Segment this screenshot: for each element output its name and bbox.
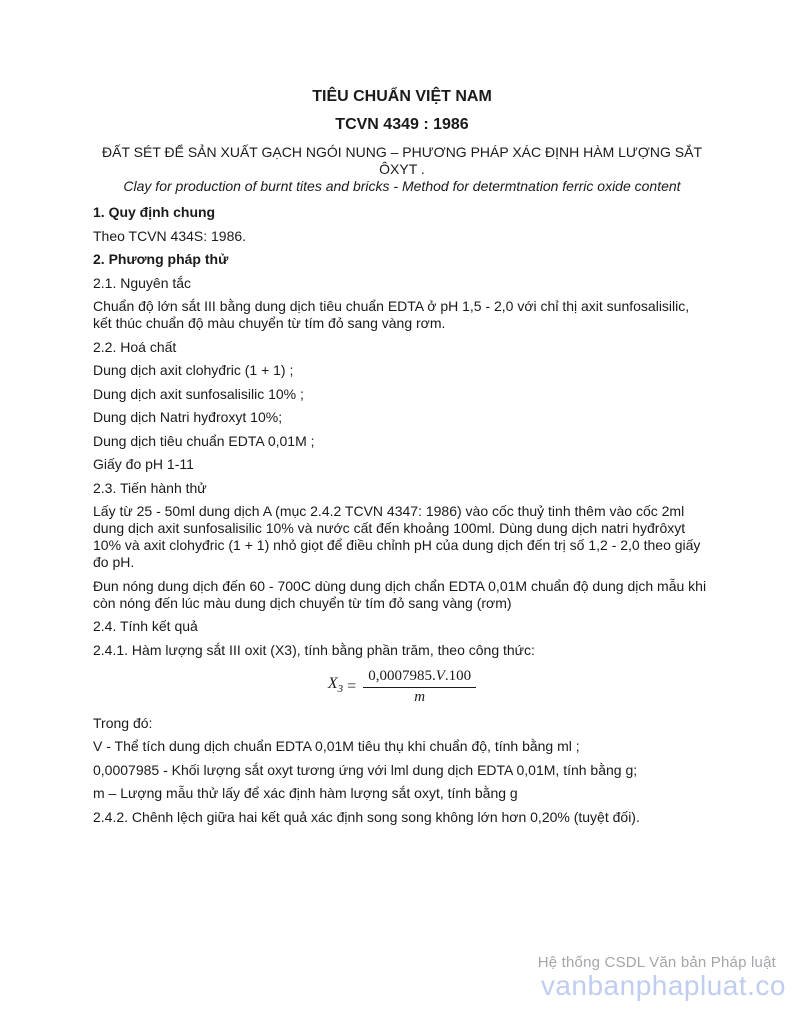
formula-equals-sign: = bbox=[347, 678, 357, 695]
formula-x3 bbox=[93, 668, 711, 706]
section-2-4-2-body: 2.4.2. Chênh lệch giữa hai kết quả xác định song song không lớn hơn 0,20% (tuyệt đối). bbox=[93, 808, 640, 825]
section-2-1-body: Chuẩn độ lớn sắt III bằng dung dịch tiêu chuẩn EDTA ở pH 1,5 - 2,0 với chỉ thị axit sunfosalisilic, kết thúc chuẩn độ màu chuyển từ tím đỏ sang vàng rơm. bbox=[93, 298, 690, 331]
section-2-3-heading: 2.3. Tiến hành thử bbox=[93, 479, 207, 496]
document-content bbox=[93, 87, 711, 832]
chemical-item: Dung dịch Natri hyđroxyt 10%; bbox=[93, 409, 283, 425]
section-2-3-paragraph-2: Đun nóng dung dịch đến 60 - 700C dùng dung dịch chẩn EDTA 0,01M chuẩn độ dung dịch mẫu khi còn nóng đến lúc màu dung dịch chuyển từ tím đỏ sang vàng (rơm) bbox=[93, 577, 707, 611]
chemical-item: Dung dịch axit clohyđric (1 + 1) ; bbox=[93, 362, 294, 378]
watermark-site-name: vanbanphapluat.co bbox=[540, 970, 786, 1002]
section-1-body: Theo TCVN 434S: 1986. bbox=[93, 227, 247, 244]
formula-lhs: $X_3$ bbox=[327, 674, 344, 696]
section-2-4-heading: 2.4. Tính kết quả bbox=[93, 618, 198, 634]
section-2-3-paragraph-1: Lấy từ 25 - 50ml dung dịch A (mục 2.4.2 TCVN 4347: 1986) vào cốc thuỷ tinh thêm vào cốc 2ml dung dịch axit sunfosalisilic 10% và nước cất đến khoảng 100ml. Dùng dung dịch natri hyđrôxyt 10% và axit clohyđric (1 + 1) nhỏ giọt để điều chỉnh pH của dung dịch đến trị số 1,2 - 2,0 theo giấy đo pH. bbox=[93, 503, 701, 570]
section-2-heading: 2. Phương pháp thử bbox=[93, 251, 229, 267]
chemical-item: Giấy đo pH 1-11 bbox=[93, 456, 194, 472]
definition-constant: 0,0007985 - Khối lượng sắt oxyt tương ứng với lml dung dịch EDTA 0,01M, tính bằng g; bbox=[93, 761, 638, 778]
definition-v: V - Thể tích dung dịch chuẩn EDTA 0,01M tiêu thụ khi chuẩn độ, tính bằng ml ; bbox=[93, 738, 580, 754]
doc-title: TIÊU CHUẨN VIỆT NAM bbox=[312, 88, 492, 105]
watermark-system-label: Hệ thống CSDL Văn bản Pháp luật bbox=[537, 953, 776, 971]
formula-denominator: m bbox=[414, 688, 426, 705]
definition-m: m – Lượng mẫu thử lấy để xác định hàm lượng sắt oxyt, tính bằng g bbox=[93, 785, 518, 801]
section-2-2-heading: 2.2. Hoá chất bbox=[93, 338, 177, 355]
doc-subtitle-vietnamese: ĐẤT SÉT ĐỂ SẢN XUẤT GẠCH NGÓI NUNG – PHƯƠNG PHÁP XÁC ĐỊNH HÀM LƯỢNG SẮT ÔXYT . bbox=[102, 144, 702, 177]
section-1-heading: 1. Quy định chung bbox=[93, 204, 216, 220]
section-2-4-1-intro: 2.4.1. Hàm lượng sắt III oxit (X3), tính bằng phần trăm, theo công thức: bbox=[93, 641, 535, 658]
doc-subtitle-english: Clay for production of burnt tites and bricks - Method for determtnation ferric oxide content bbox=[123, 178, 681, 194]
formula-numerator: 0,0007985.V.100 bbox=[363, 668, 476, 688]
watermark bbox=[538, 955, 786, 1002]
doc-standard-number: TCVN 4349 : 1986 bbox=[335, 116, 469, 133]
section-2-1-heading: 2.1. Nguyên tắc bbox=[93, 274, 192, 291]
where-label: Trong đó: bbox=[93, 714, 153, 731]
formula-fraction bbox=[363, 668, 476, 706]
chemical-item: Dung dịch tiêu chuẩn EDTA 0,01M ; bbox=[93, 432, 315, 449]
chemical-item: Dung dịch axit sunfosalisilic 10% ; bbox=[93, 385, 304, 402]
